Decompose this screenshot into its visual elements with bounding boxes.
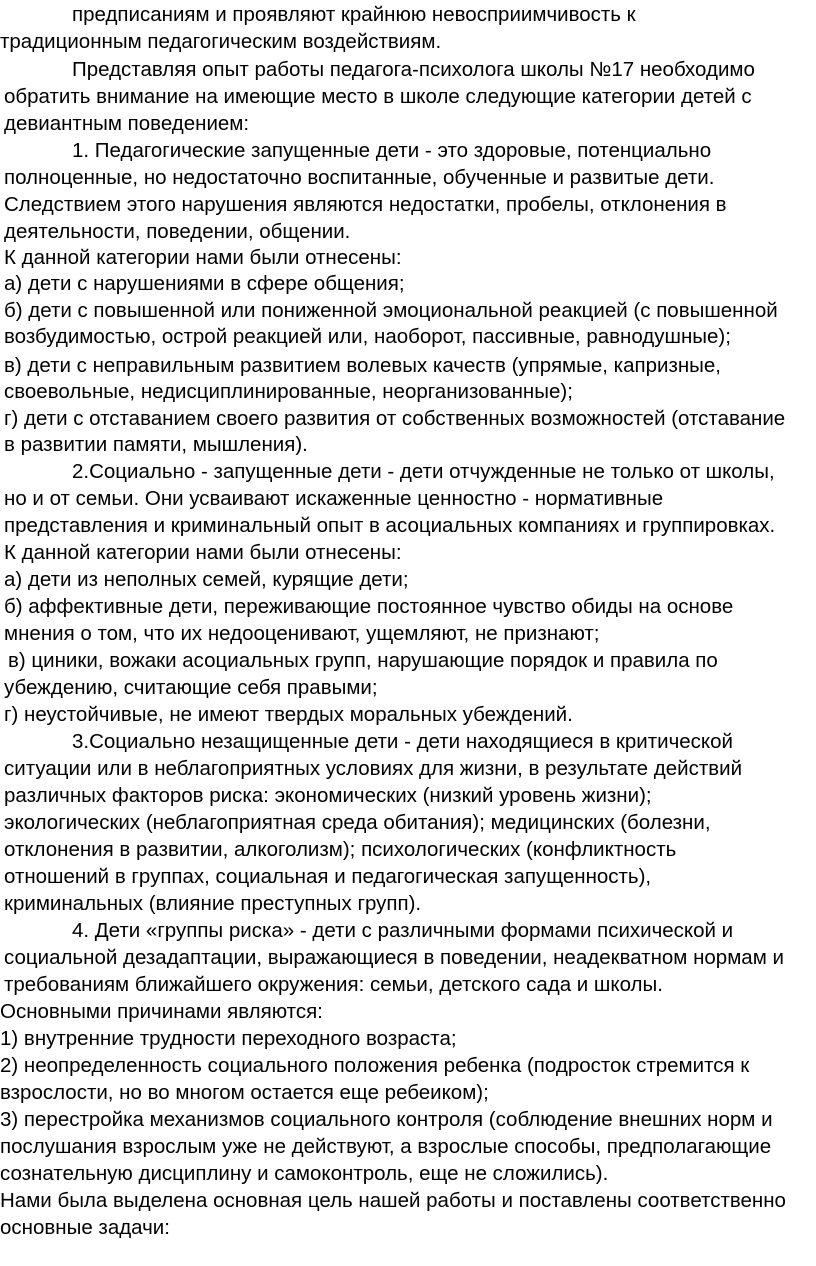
text-line: представления и криминальный опыт в асоциальных компаниях и группировках. [4,514,776,537]
text-line: а) дети из неполных семей, курящие дети; [4,568,409,591]
text-line: но и от семьи. Они усваивают искаженные ценностно - нормативные [4,487,664,510]
text-line: предписаниям и проявляют крайнюю невосприимчивость к [72,3,636,26]
text-line: обратить внимание на имеющие место в школе следующие категории детей с [4,85,752,108]
text-line: Представляя опыт работы педагога-психолога школы №17 необходимо [72,58,755,81]
text-line: в) циники, вожаки асоциальных групп, нарушающие порядок и правила по [8,649,718,672]
text-line: возбудимостью, острой реакцией или, наоборот, пассивные, равнодушные); [4,325,731,348]
text-line: а) дети с нарушениями в сфере общения; [4,272,405,295]
text-line: б) аффективные дети, переживающие постоянное чувство обиды на основе [4,595,734,618]
text-line: 3.Социально незащищенные дети - дети находящиеся в критической [72,730,733,753]
text-line: основные задачи: [0,1216,170,1239]
text-line: 2) неопределенность социального положения ребенка (подросток стремится к [0,1054,750,1077]
text-line: Нами была выделена основная цель нашей работы и поставлены соответственно [0,1189,786,1212]
text-line: девиантным поведением: [4,112,250,135]
text-line: 2.Социально - запущенные дети - дети отчужденные не только от школы, [72,460,775,483]
text-line: в развитии памяти, мышления). [4,433,308,456]
text-line: г) неустойчивые, не имеют твердых моральных убеждений. [4,703,573,726]
text-line: взрослости, но во многом остается еще ребеиком); [0,1081,489,1104]
text-line: убеждению, считающие себя правыми; [4,676,378,699]
text-line: б) дети с повышенной или пониженной эмоциональной реакцией (с повышенной [4,299,778,322]
text-line: послушания взрослым уже не действуют, а взрослые способы, предполагающие [0,1135,772,1158]
text-line: социальной дезадаптации, выражающиеся в поведении, неадекватном нормам и [4,946,784,969]
text-line: криминальных (влияние преступных групп). [4,892,422,915]
text-line: полноценные, но недостаточно воспитанные, обученные и развитые дети. [4,166,715,189]
text-line: мнения о том, что их недооценивают, ущемляют, не признают; [4,622,600,645]
text-line: ситуации или в неблагоприятных условиях для жизни, в результате действий [4,757,743,780]
text-line: Основными причинами являются: [0,1000,323,1023]
text-line: 3) перестройка механизмов социального контроля (соблюдение внешних норм и [0,1108,773,1131]
text-line: 1. Педагогические запущенные дети - это здоровые, потенциально [72,139,712,162]
text-line: 1) внутренние трудности переходного возраста; [0,1027,457,1050]
text-line: традиционным педагогическим воздействиям. [0,30,442,53]
text-line: отношений в группах, социальная и педагогическая запущенность), [4,865,652,888]
text-line: отклонения в развитии, алкоголизм); психологических (конфликтность [4,838,677,861]
text-line: К данной категории нами были отнесены: [4,246,402,269]
text-line: различных факторов риска: экономических (низкий уровень жизни); [4,784,652,807]
text-line: деятельности, поведении, общении. [4,220,351,243]
text-line: в) дети с неправильным развитием волевых качеств (упрямые, капризные, [4,354,721,377]
text-line: 4. Дети «группы риска» - дети с различными формами психической и [72,919,734,942]
text-line: К данной категории нами были отнесены: [4,541,402,564]
text-line: сознательную дисциплину и самоконтроль, еще не сложились). [0,1162,609,1185]
text-line: требованиям ближайшего окружения: семьи, детского сада и школы. [4,973,663,996]
text-line: г) дети с отставанием своего развития от собственных возможностей (отставание [4,407,786,430]
text-line: своевольные, недисциплинированные, неорганизованные); [4,380,573,403]
text-line: Следствием этого нарушения являются недостатки, пробелы, отклонения в [4,193,727,216]
text-line: экологических (неблагоприятная среда обитания); медицинских (болезни, [4,811,711,834]
